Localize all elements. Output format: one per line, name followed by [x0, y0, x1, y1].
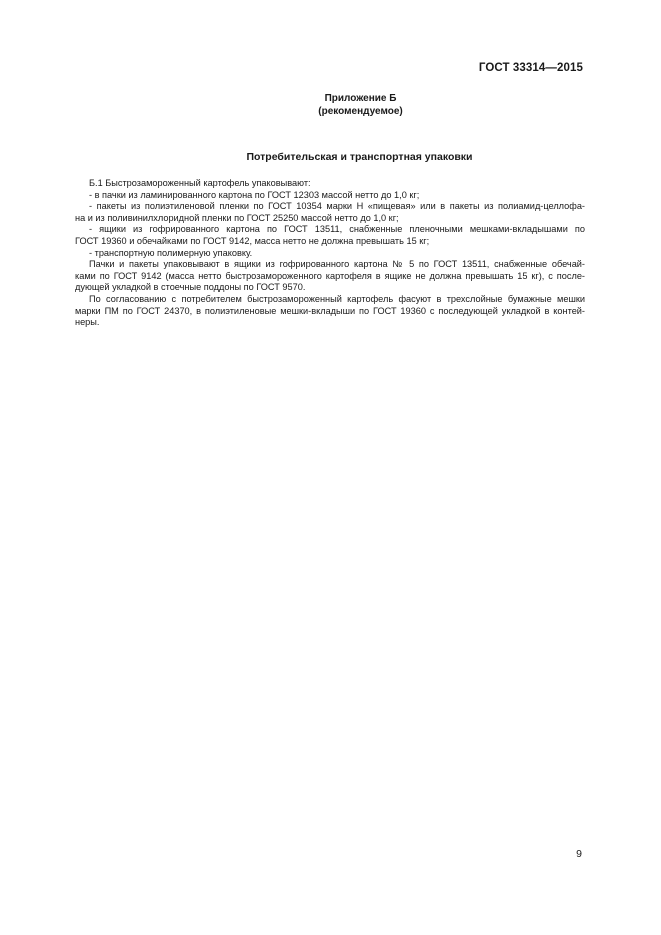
body-text [75, 178, 585, 329]
paragraph-line: неры. [75, 317, 100, 328]
paragraph-line: Пачки и пакеты упаковывают в ящики из гофрированного картона № 5 по ГОСТ 13511, снабженные обечай- [89, 259, 585, 270]
annex-heading [0, 92, 661, 118]
document-code: ГОСТ 33314—2015 [478, 62, 583, 74]
section-title-wrapper [0, 151, 661, 163]
paragraph-line: дующей укладкой в стоечные поддоны по ГОСТ 9570. [75, 282, 306, 293]
page-number: 9 [576, 848, 582, 860]
list-item: - транспортную полимерную упаковку. [89, 247, 253, 258]
list-item: - в пачки из ламинированного картона по ГОСТ 12303 массой нетто до 1,0 кг; [89, 189, 420, 200]
list-item: - ящики из гофрированного картона по ГОСТ 13511, снабженные пленочными мешками-вкладышами по [89, 224, 585, 235]
list-item-continuation: на и из поливинилхлоридной пленки по ГОСТ 25250 массой нетто до 1,0 кг; [75, 212, 399, 223]
section-title: Потребительская и транспортная упаковки [246, 151, 473, 163]
annex-status: (рекомендуемое) [318, 106, 403, 117]
paragraph-line: По согласованию с потребителем быстрозамороженный картофель фасуют в трехслойные бумажные мешки [89, 293, 585, 304]
annex-title: Приложение Б [324, 93, 397, 104]
list-item-continuation: ГОСТ 19360 и обечайками по ГОСТ 9142, масса нетто не должна превышать 15 кг; [75, 235, 430, 246]
list-item: - пакеты из полиэтиленовой пленки по ГОСТ 10354 марки Н «пищевая» или в пакеты из полиамид-целлофа- [89, 201, 585, 212]
paragraph-line: ками по ГОСТ 9142 (масса нетто быстрозамороженного картофеля в ящике не должна превышать 15 кг), с после- [75, 270, 585, 281]
paragraph-line: Б.1 Быстрозамороженный картофель упаковывают: [89, 178, 311, 188]
paragraph-line: марки ПМ по ГОСТ 24370, в полиэтиленовые мешки-вкладыши по ГОСТ 19360 с последующей укладкой в контей- [75, 305, 585, 316]
